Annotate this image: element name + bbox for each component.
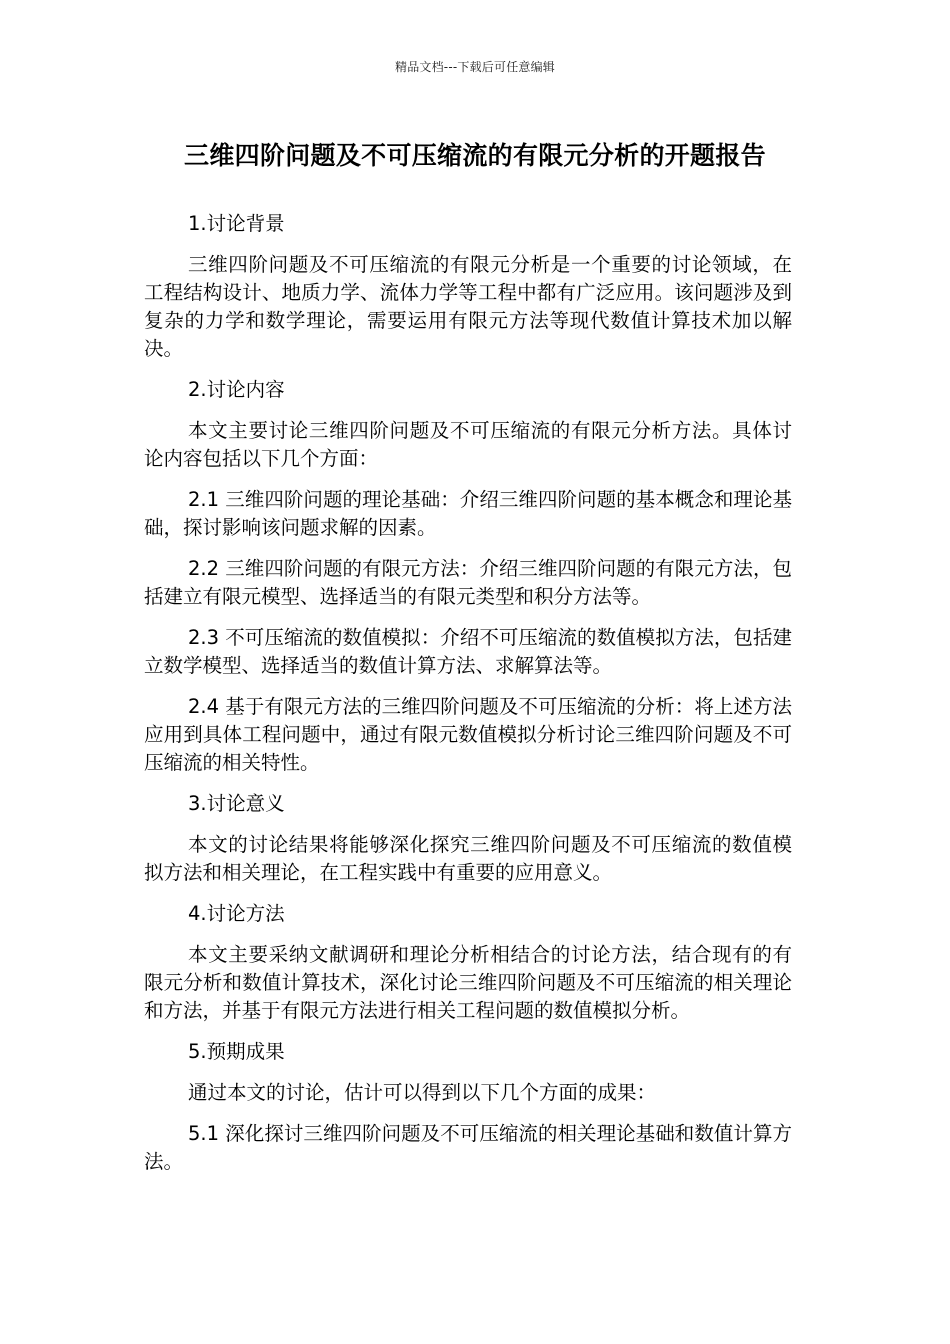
document-title: 三维四阶问题及不可压缩流的有限元分析的开题报告 <box>184 141 766 170</box>
paragraph-expected-intro: 通过本文的讨论，估计可以得到以下几个方面的成果： <box>188 1081 657 1104</box>
paragraph-method: 本文主要采纳文献调研和理论分析相结合的讨论方法，结合现有的有限元分析和数值计算技术，深化讨论三维四阶问题及不可压缩流的相关理论和方法，并基于有限元方法进行相关工程问题的数值模拟分析。 <box>144 943 792 1022</box>
paragraph-expected-5-1: 5.1 深化探讨三维四阶问题及不可压缩流的相关理论基础和数值计算方法。 <box>144 1122 792 1173</box>
paragraph-significance: 本文的讨论结果将能够深化探究三维四阶问题及不可压缩流的数值模拟方法和相关理论，在工程实践中有重要的应用意义。 <box>144 833 792 884</box>
section-heading-expected-results: 5.预期成果 <box>188 1040 285 1063</box>
paragraph-content-intro: 本文主要讨论三维四阶问题及不可压缩流的有限元分析方法。具体讨论内容包括以下几个方面： <box>144 419 792 470</box>
section-heading-method: 4.讨论方法 <box>188 902 285 925</box>
section-heading-content: 2.讨论内容 <box>188 378 285 401</box>
paragraph-content-2-1: 2.1 三维四阶问题的理论基础：介绍三维四阶问题的基本概念和理论基础，探讨影响该问题求解的因素。 <box>144 488 792 539</box>
section-heading-significance: 3.讨论意义 <box>188 792 285 815</box>
page-header: 精品文档---下载后可任意编辑 <box>395 60 555 74</box>
paragraph-content-2-3: 2.3 不可压缩流的数值模拟：介绍不可压缩流的数值模拟方法，包括建立数学模型、选择适当的数值计算方法、求解算法等。 <box>144 626 792 677</box>
paragraph-content-2-2: 2.2 三维四阶问题的有限元方法：介绍三维四阶问题的有限元方法，包括建立有限元模型、选择适当的有限元类型和积分方法等。 <box>144 557 792 608</box>
section-heading-background: 1.讨论背景 <box>188 212 285 235</box>
document-body <box>144 210 792 1189</box>
paragraph-content-2-4: 2.4 基于有限元方法的三维四阶问题及不可压缩流的分析：将上述方法应用到具体工程问题中，通过有限元数值模拟分析讨论三维四阶问题及不可压缩流的相关特性。 <box>144 695 792 774</box>
paragraph-background: 三维四阶问题及不可压缩流的有限元分析是一个重要的讨论领域，在工程结构设计、地质力学、流体力学等工程中都有广泛应用。该问题涉及到复杂的力学和数学理论，需要运用有限元方法等现代数值计算技术加以解决。 <box>144 253 792 360</box>
